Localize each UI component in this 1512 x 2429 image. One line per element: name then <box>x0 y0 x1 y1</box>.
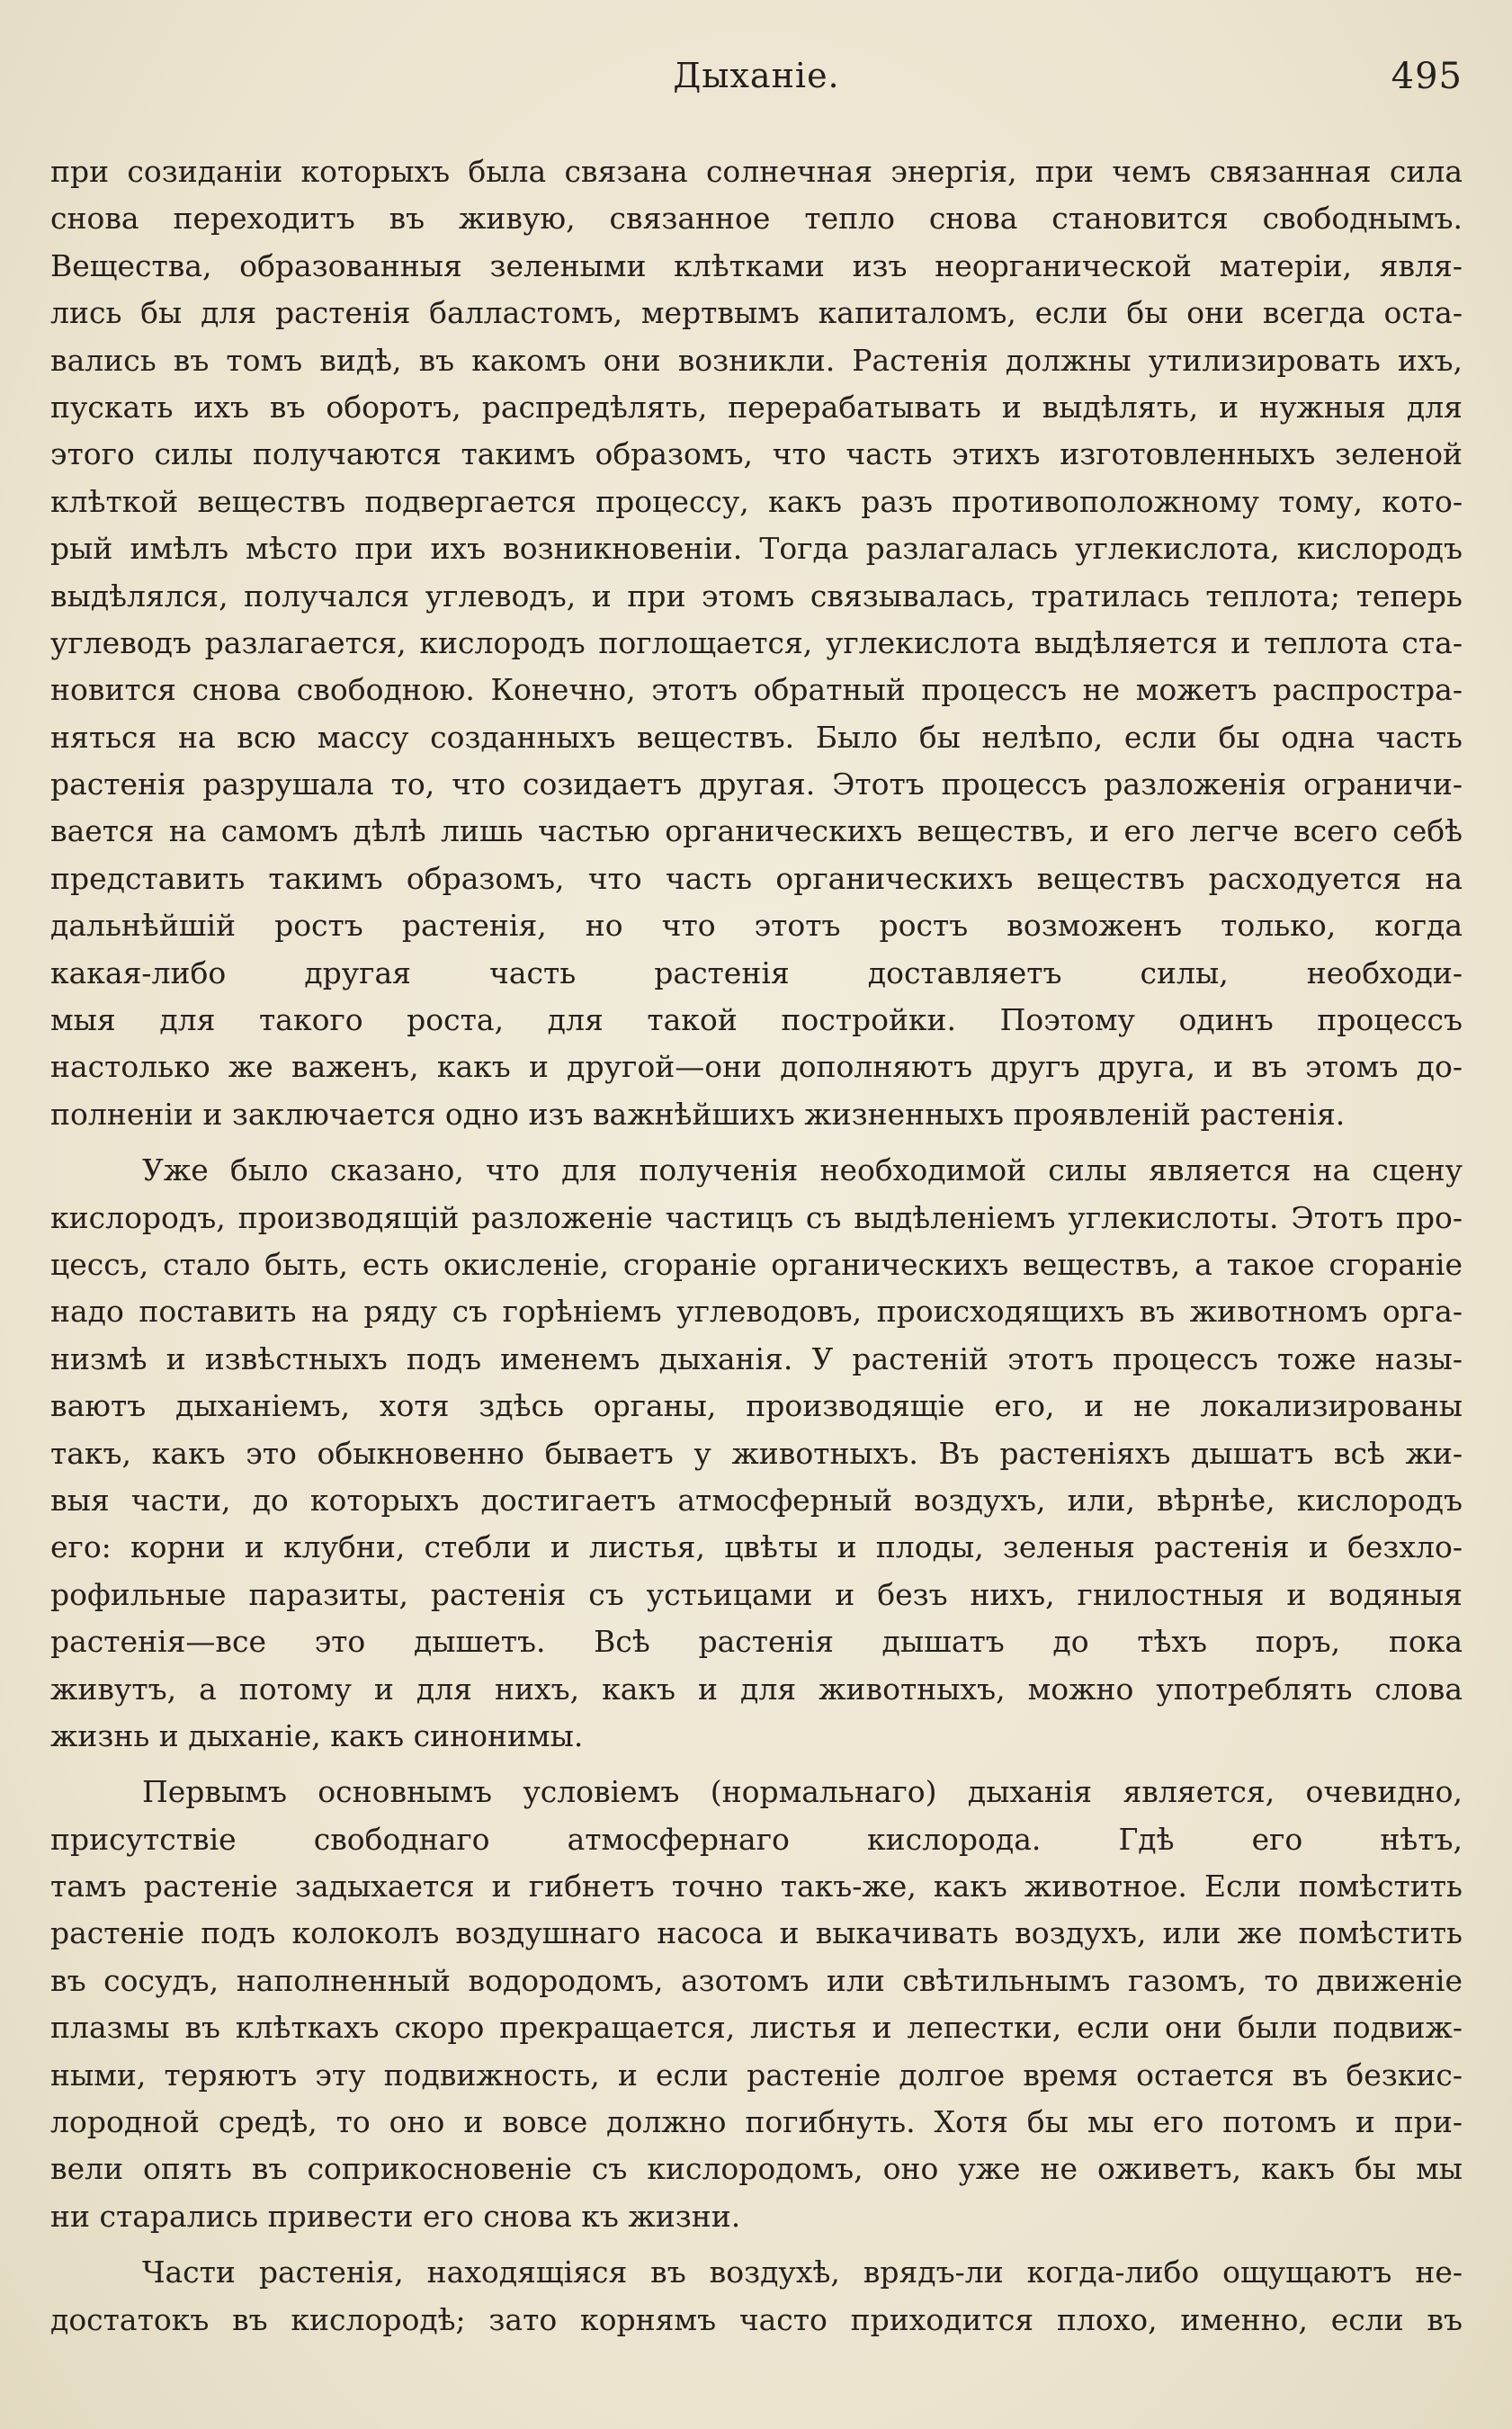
text-line: вается на самомъ дѣлѣ лишь частью органическихъ веществъ, и его легче всего себѣ <box>50 813 1463 849</box>
text-line: вались въ томъ видѣ, въ какомъ они возникли. Растенія должны утилизировать ихъ, <box>50 342 1463 378</box>
text-line: лородной средѣ, то оно и вовсе должно погибнуть. Хотя бы мы его потомъ и при- <box>50 2104 1463 2140</box>
text-line: новится снова свободною. Конечно, этотъ обратный процессъ не можетъ распростра- <box>50 672 1463 708</box>
text-line: какая-либо другая часть растенія доставляетъ силы, необходи- <box>50 955 1463 990</box>
text-line: ными, теряютъ эту подвижность, и если растеніе долгое время остается въ безкис- <box>50 2057 1463 2093</box>
paragraph <box>50 1769 1463 2240</box>
text-line: въ сосудъ, наполненный водородомъ, азотомъ или свѣтильнымъ газомъ, то движеніе <box>50 1962 1463 1998</box>
text-line: представить такимъ образомъ, что часть органическихъ веществъ расходуется на <box>50 860 1463 896</box>
text-line: Уже было сказано, что для полученія необходимой силы является на сцену <box>142 1152 1463 1188</box>
text-line: мыя для такого роста, для такой постройки. Поэтому одинъ процессъ <box>50 1002 1463 1038</box>
text-line: лись бы для растенія балластомъ, мертвымъ капиталомъ, если бы они всегда оста- <box>50 295 1463 331</box>
text-line: растенія—все это дышетъ. Всѣ растенія дышатъ до тѣхъ поръ, пока <box>50 1624 1463 1660</box>
body-text <box>50 148 1463 2344</box>
text-line: при созиданіи которыхъ была связана солнечная энергія, при чемъ связанная сила <box>50 154 1463 189</box>
text-line: его: корни и клубни, стебли и листья, цвѣты и плоды, зеленыя растенія и безхло- <box>50 1529 1463 1565</box>
paragraph <box>50 148 1463 1138</box>
text-line: этого силы получаются такимъ образомъ, что часть этихъ изготовленныхъ зеленой <box>50 436 1463 472</box>
text-line: настолько же важенъ, какъ и другой—они дополняютъ другъ друга, и въ этомъ до- <box>50 1049 1463 1085</box>
text-line: снова переходитъ въ живую, связанное тепло снова становится свободнымъ. <box>50 201 1463 237</box>
text-line: Вещества, образованныя зелеными клѣтками изъ неорганической матеріи, явля- <box>50 247 1463 283</box>
text-line: пускать ихъ въ оборотъ, распредѣлять, перерабатывать и выдѣлять, и нужныя для <box>50 389 1463 425</box>
text-line: кислородъ, производящій разложеніе частицъ съ выдѣленіемъ углекислоты. Этотъ про- <box>50 1199 1463 1235</box>
text-line: плазмы въ клѣткахъ скоро прекращается, листья и лепестки, если они были подвиж- <box>50 2010 1463 2046</box>
text-line: низмѣ и извѣстныхъ подъ именемъ дыханія. У растеній этотъ процессъ тоже назы- <box>50 1340 1463 1376</box>
text-line: жизнь и дыханіе, какъ синонимы. <box>50 1717 584 1753</box>
text-line: достатокъ въ кислородѣ; зато корнямъ часто приходится плохо, именно, если въ <box>50 2301 1463 2337</box>
text-line: надо поставить на ряду съ горѣніемъ углеводовъ, происходящихъ въ животномъ орга- <box>50 1294 1463 1330</box>
text-line: вели опять въ соприкосновеніе съ кислородомъ, оно уже не оживетъ, какъ бы мы <box>50 2151 1463 2187</box>
text-line: выдѣлялся, получался углеводъ, и при этомъ связывалась, тратилась теплота; теперь <box>50 578 1463 614</box>
text-line: ни старались привести его снова къ жизни. <box>50 2198 741 2234</box>
page-header <box>50 56 1463 110</box>
page-number: 495 <box>1391 56 1463 97</box>
text-line: такъ, какъ это обыкновенно бываетъ у животныхъ. Въ растеніяхъ дышатъ всѣ жи- <box>50 1435 1463 1471</box>
text-line: присутствіе свободнаго атмосфернаго кислорода. Гдѣ его нѣтъ, <box>50 1821 1463 1857</box>
text-line: Первымъ основнымъ условіемъ (нормальнаго) дыханія является, очевидно, <box>142 1774 1463 1810</box>
text-line: углеводъ разлагается, кислородъ поглощается, углекислота выдѣляется и теплота ста- <box>50 624 1463 660</box>
paragraph <box>50 2249 1463 2344</box>
text-line: полненіи и заключается одно изъ важнѣйшихъ жизненныхъ проявленій растенія. <box>50 1096 1346 1132</box>
running-head: Дыханіе. <box>673 56 840 95</box>
text-line: рофильные паразиты, растенія съ устьицами и безъ нихъ, гнилостныя и водяныя <box>50 1576 1463 1612</box>
text-line: рый имѣлъ мѣсто при ихъ возникновеніи. Тогда разлагалась углекислота, кислородъ <box>50 531 1463 567</box>
text-line: тамъ растеніе задыхается и гибнетъ точно такъ-же, какъ животное. Если помѣстить <box>50 1869 1463 1905</box>
text-line: цессъ, стало быть, есть окисленіе, сгораніе органическихъ веществъ, а такое сгораніе <box>50 1246 1463 1282</box>
text-line: растенія разрушала то, что созидаетъ другая. Этотъ процессъ разложенія ограничи- <box>50 766 1463 802</box>
text-line: растеніе подъ колоколъ воздушнаго насоса и выкачивать воздухъ, или же помѣстить <box>50 1915 1463 1951</box>
text-line: няться на всю массу созданныхъ веществъ. Было бы нелѣпо, если бы одна часть <box>50 719 1463 755</box>
text-line: клѣткой веществъ подвергается процессу, какъ разъ противоположному тому, кото- <box>50 483 1463 519</box>
text-line: живутъ, а потому и для нихъ, какъ и для животныхъ, можно употреблять слова <box>50 1671 1463 1707</box>
text-line: дальнѣйшій ростъ растенія, но что этотъ ростъ возможенъ только, когда <box>50 908 1463 944</box>
text-line: Части растенія, находящіяся въ воздухѣ, врядъ-ли когда-либо ощущаютъ не- <box>142 2254 1463 2290</box>
paragraph <box>50 1147 1463 1760</box>
text-line: ваютъ дыханіемъ, хотя здѣсь органы, производящіе его, и не локализированы <box>50 1388 1463 1424</box>
text-line: выя части, до которыхъ достигаетъ атмосферный воздухъ, или, вѣрнѣе, кислородъ <box>50 1482 1463 1518</box>
